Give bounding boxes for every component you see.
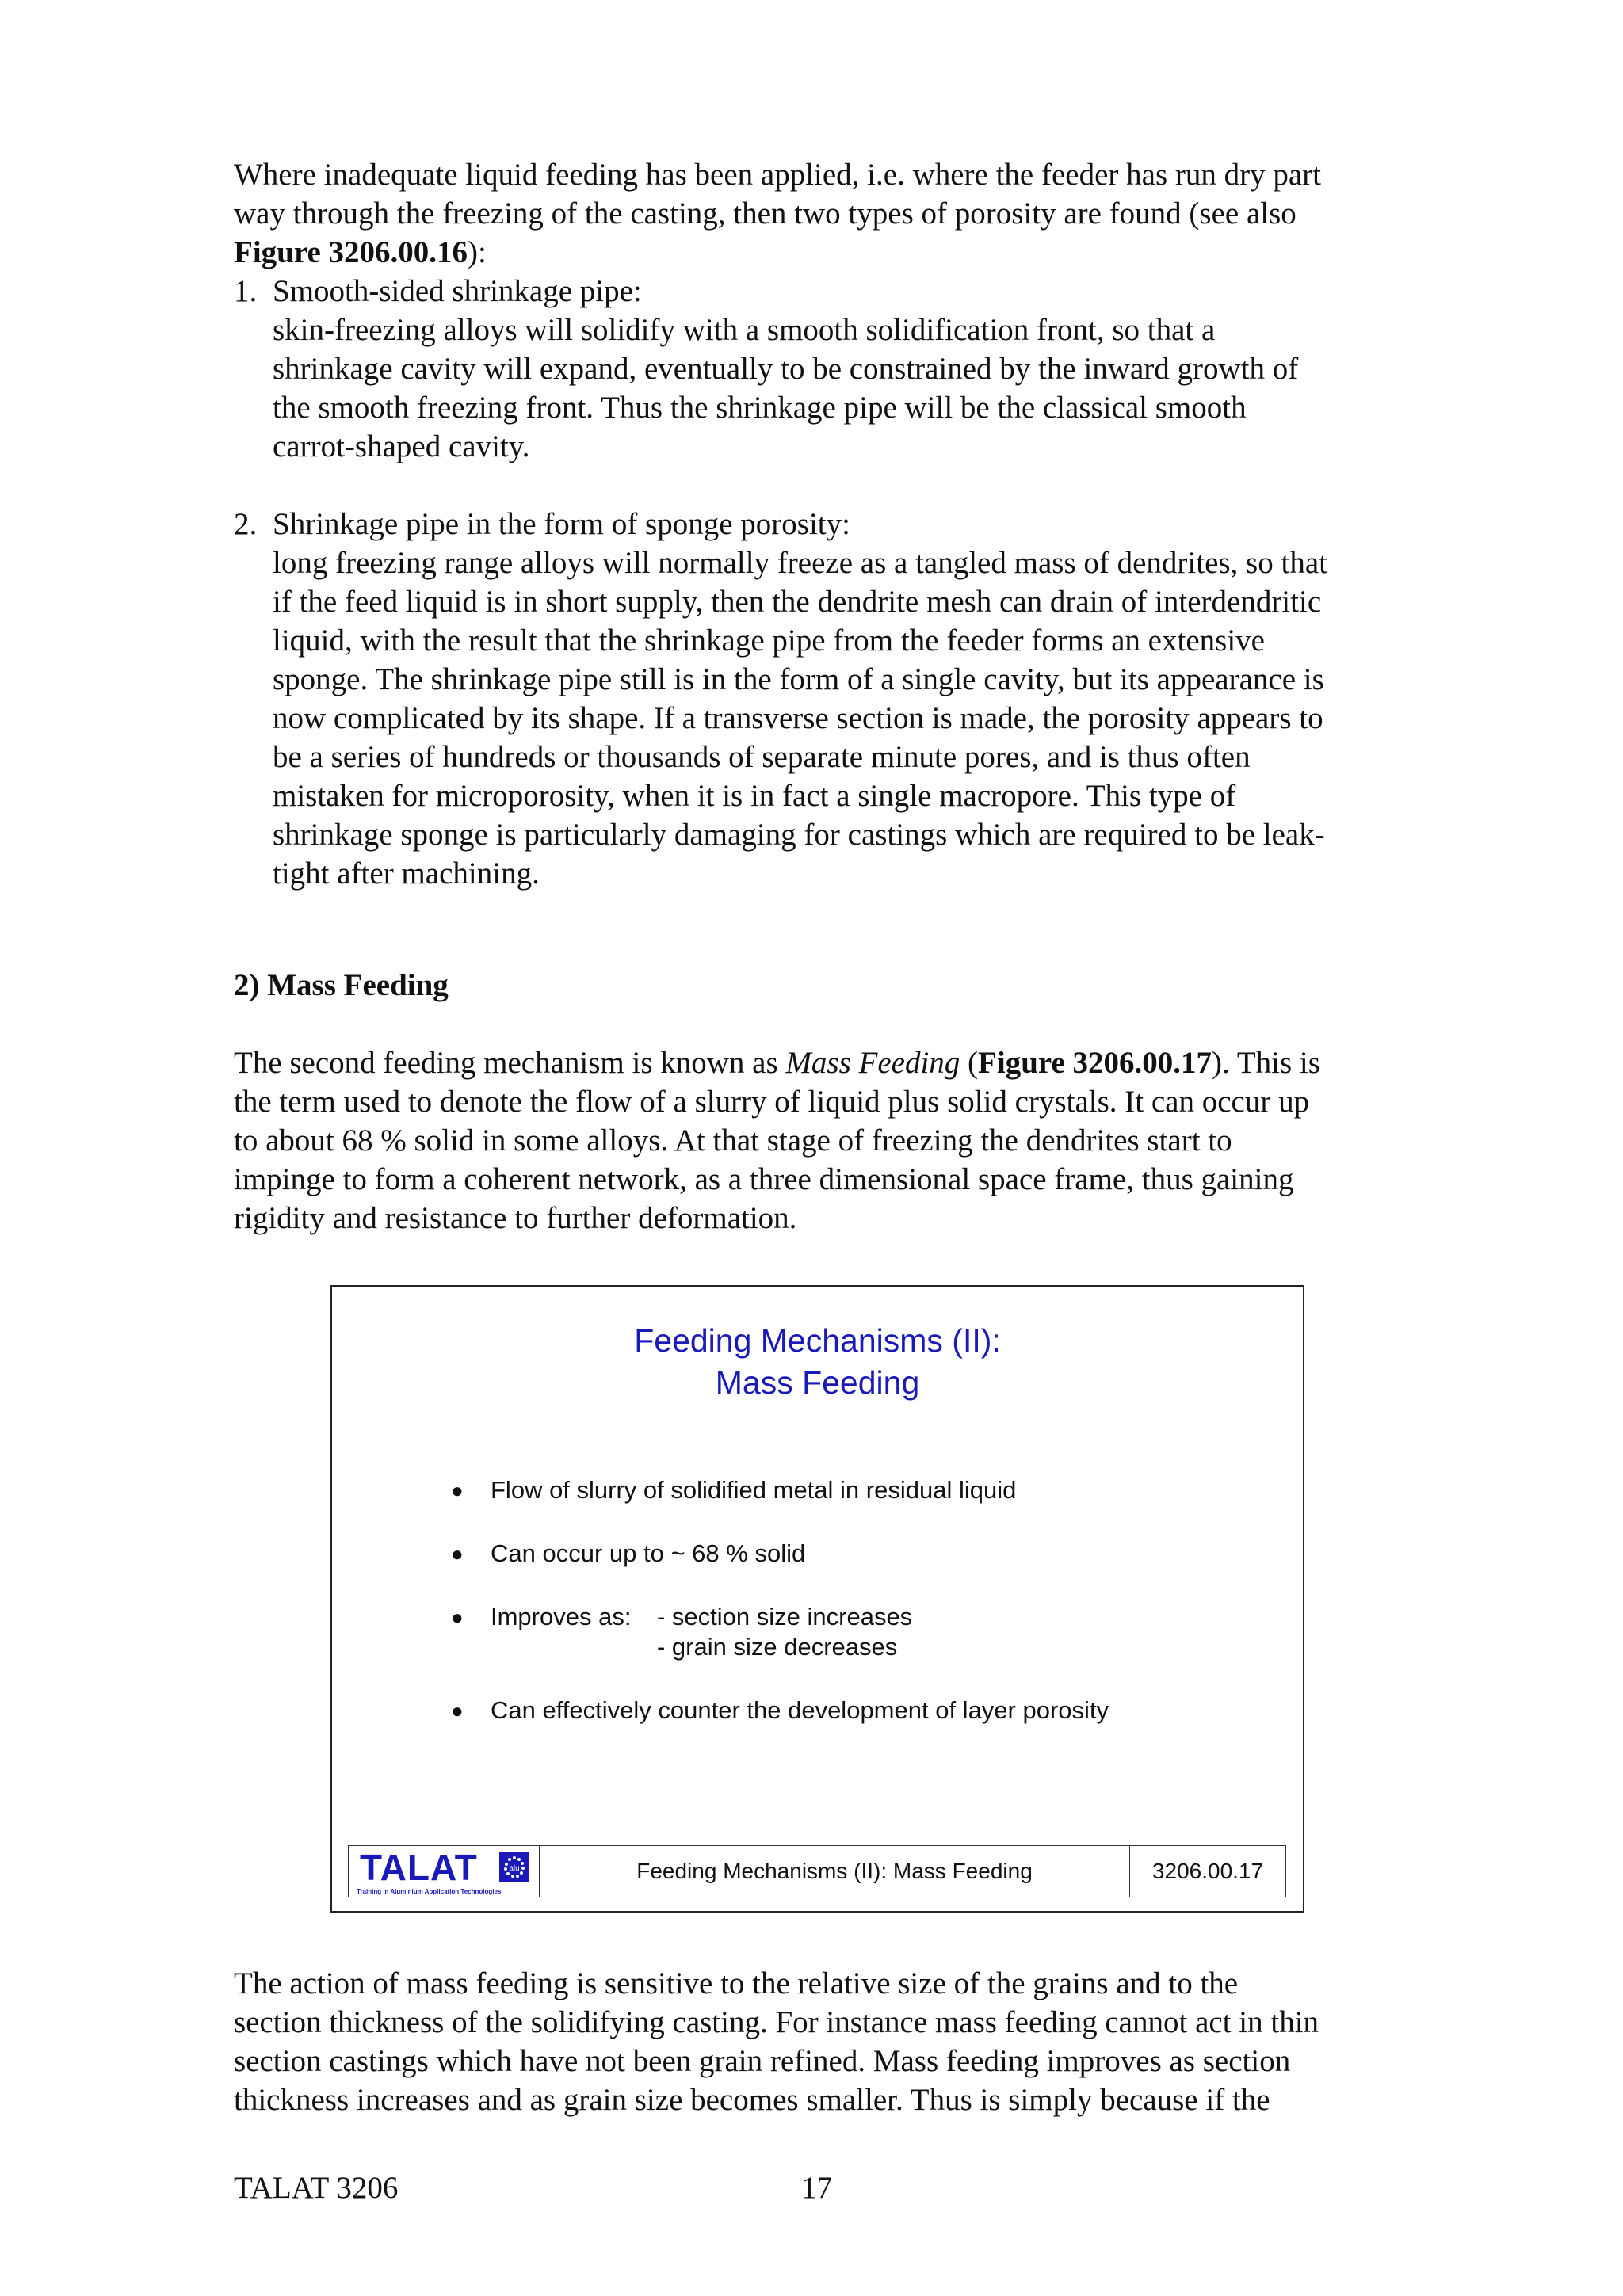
list-item-1 [234,272,1405,466]
text-fragment: The second feeding mechanism is known as [234,1046,786,1080]
list-item-title: Shrinkage pipe in the form of sponge porosity: [273,507,850,541]
bullet-text: Can effectively counter the development of layer porosity [491,1696,1109,1724]
slide-bullet [451,1695,1109,1726]
slide-title-line: Feeding Mechanisms (II): [634,1322,1001,1359]
list-item-2 [234,505,1405,893]
text-line: to about 68 % solid in some alloys. At that stage of freezing the dendrites start to [234,1123,1232,1158]
slide-title [332,1320,1303,1404]
bullet-icon: ● [451,1605,464,1629]
list-number: 2. [234,507,258,541]
bullet-subtext: - grain size decreases [657,1633,898,1661]
page-number: 17 [801,2171,832,2205]
slide-bullet-list [451,1475,1109,1726]
bullet-text: Improves as: [491,1603,632,1630]
italic-term: Mass Feeding [785,1046,960,1080]
bullet-icon: ● [451,1542,464,1566]
text-fragment: ). This is [1212,1046,1320,1080]
logo-wordmark: TALAT [360,1847,478,1888]
text-line: thickness increases and as grain size becomes smaller. Thus is simply because if the [234,2083,1270,2117]
talat-logo [349,1846,540,1897]
figure-slide [330,1285,1304,1913]
document-footer-label: TALAT 3206 [234,2171,399,2205]
text-line: long freezing range alloys will normally freeze as a tangled mass of dendrites, so that [273,546,1327,580]
text-line: tight after machining. [273,856,540,891]
text-line: liquid, with the result that the shrinkage pipe from the feeder forms an extensive [273,624,1265,658]
text-line: rigidity and resistance to further deformation. [234,1201,797,1235]
text-line: carrot-shaped cavity. [273,429,530,463]
bullet-text: Flow of slurry of solidified metal in residual liquid [491,1476,1017,1504]
slide-bullet [451,1539,1109,1569]
intro-paragraph [234,155,1405,272]
bullet-subtext: - section size increases [657,1603,913,1630]
text-line: The action of mass feeding is sensitive to the relative size of the grains and to the [234,1966,1239,2000]
text-line: way through the freezing of the casting, then two types of porosity are found (see also [234,196,1296,231]
text-line: now complicated by its shape. If a transverse section is made, the porosity appears to [273,701,1323,735]
slide-footer [348,1845,1286,1897]
bullet-icon: ● [451,1478,464,1502]
text-line: section thickness of the solidifying casting. For instance mass feeding cannot act in thin [234,2005,1319,2039]
slide-figure-code: 3206.00.17 [1151,1859,1264,1883]
slide-bullet [451,1602,1109,1662]
list-item-title: Smooth-sided shrinkage pipe: [273,274,642,308]
list-number: 1. [234,274,258,308]
closing-paragraph [234,1964,1405,2119]
figure-reference: Figure 3206.00.17 [978,1046,1212,1080]
text-line: the term used to denote the flow of a slurry of liquid plus solid crystals. It can occur up [234,1085,1310,1119]
slide-title-line: Mass Feeding [715,1364,920,1401]
logo-badge-text: alu [509,1864,520,1873]
text-fragment: ( [960,1046,979,1080]
text-fragment: ): [468,235,487,269]
slide-footer-title: Feeding Mechanisms (II): Mass Feeding [540,1846,1130,1897]
bullet-text: Can occur up to ~ 68 % solid [491,1539,806,1567]
text-line: Where inadequate liquid feeding has been applied, i.e. where the feeder has run dry part [234,158,1321,192]
slide-bullet [451,1475,1109,1505]
text-line: the smooth freezing front. Thus the shrinkage pipe will be the classical smooth [273,391,1247,425]
text-line [234,1043,1405,1082]
mass-feeding-paragraph [234,1043,1405,1238]
text-line: shrinkage cavity will expand, eventually to be constrained by the inward growth of [273,352,1299,386]
eu-stars-icon [499,1852,529,1882]
text-line: section castings which have not been grain refined. Mass feeding improves as section [234,2044,1291,2078]
text-line: skin-freezing alloys will solidify with a smooth solidification front, so that a [273,313,1216,347]
text-line: be a series of hundreds or thousands of separate minute pores, and is thus often [273,740,1251,774]
text-line: sponge. The shrinkage pipe still is in the form of a single cavity, but its appearance is [273,662,1324,696]
text-line: impinge to form a coherent network, as a three dimensional space frame, thus gaining [234,1162,1294,1196]
text-line: shrinkage sponge is particularly damaging for castings which are required to be leak- [273,818,1325,852]
text-line: mistaken for microporosity, when it is in fact a single macropore. This type of [273,779,1236,813]
text-line: if the feed liquid is in short supply, then the dendrite mesh can drain of interdendritic [273,585,1322,619]
figure-reference: Figure 3206.00.16 [234,235,468,269]
bullet-icon: ● [451,1699,464,1722]
logo-subtitle: Training in Aluminium Application Technologies [357,1888,502,1895]
text-line [234,233,1405,272]
section-heading: 2) Mass Feeding [234,968,449,1002]
